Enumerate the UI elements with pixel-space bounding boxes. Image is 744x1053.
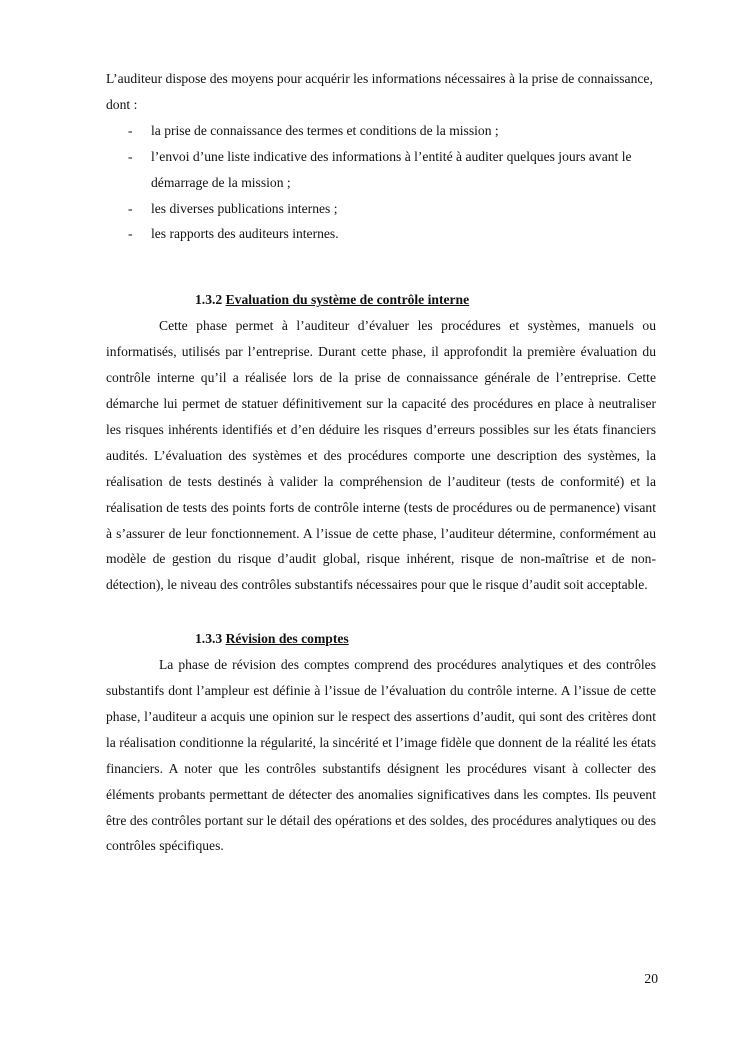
bullet-dash: -: [128, 122, 133, 138]
bullet-dash: -: [128, 200, 133, 216]
bullet-dash: -: [128, 148, 133, 164]
section-heading-1-3-2: [106, 287, 656, 313]
list-item: [106, 118, 656, 144]
list-item-text: les diverses publications internes ;: [151, 200, 338, 216]
list-item-text: les rapports des auditeurs internes.: [151, 226, 339, 242]
section-1-3-2-paragraph: Cette phase permet à l’auditeur d’évaluer les procédures et systèmes, manuels ou informatisés, utilisés par l’entreprise. Durant cette phase, il approfondit la première évaluation du contrôle interne qu’il a réalisée lors de la prise de connaissance générale de l’entreprise. Cette démarche lui permet de statuer définitivement sur la capacité des procédures en place à neutraliser les risques inhérents identifiés et d’en déduire les risques d’erreurs possibles sur les états financiers audités. L’évaluation des systèmes et des procédures comporte une description des systèmes, la réalisation de tests destinés à valider la compréhension de l’auditeur (tests de conformité) et la réalisation de tests des points forts de contrôle interne (tests de procédures ou de permanence) visant à s’assurer de leur fonctionnement. A l’issue de cette phase, l’auditeur détermine, conformément au modèle de gestion du risque d’audit global, risque inhérent, risque de non-maîtrise et de non-détection), le niveau des contrôles substantifs nécessaires pour que le risque d’audit soit acceptable.: [106, 318, 656, 593]
spacer: [106, 247, 656, 287]
list-item: [106, 144, 656, 196]
intro-paragraph: L’auditeur dispose des moyens pour acquérir les informations nécessaires à la prise de connaissance, dont :: [106, 71, 653, 112]
bullet-dash: -: [128, 226, 133, 242]
list-item: [106, 196, 656, 222]
spacer: [106, 598, 656, 626]
list-item-text: la prise de connaissance des termes et conditions de la mission ;: [151, 122, 499, 138]
page-number: 20: [644, 971, 658, 986]
section-1-3-3-paragraph: La phase de révision des comptes comprend des procédures analytiques et des contrôles substantifs dont l’ampleur est définie à l’issue de l’évaluation du contrôle interne. A l’issue de cette phase, l’auditeur a acquis une opinion sur le respect des assertions d’audit, qui sont des critères dont la réalisation conditionne la régularité, la sincérité et l’image fidèle que donnent de la réalité les états financiers. A noter que les contrôles substantifs désignent les procédures visant à collecter des éléments probants permettant de détecter des anomalies significatives dans les comptes. Ils peuvent être des contrôles portant sur le détail des opérations et des soldes, des procédures analytiques ou des contrôles spécifiques.: [106, 657, 656, 854]
intro-bullet-list: [106, 118, 656, 248]
list-item-text: l’envoi d’une liste indicative des informations à l’entité à auditer quelques jours avant le démarrage de la mission ;: [151, 148, 632, 190]
section-title: Révision des comptes: [225, 631, 349, 647]
document-page: [106, 66, 656, 859]
section-number: 1.3.2: [195, 292, 223, 308]
section-title: Evaluation du système de contrôle interne: [225, 292, 470, 308]
section-number: 1.3.3: [195, 631, 223, 647]
section-heading-1-3-3: [106, 626, 656, 652]
list-item: [106, 221, 656, 247]
